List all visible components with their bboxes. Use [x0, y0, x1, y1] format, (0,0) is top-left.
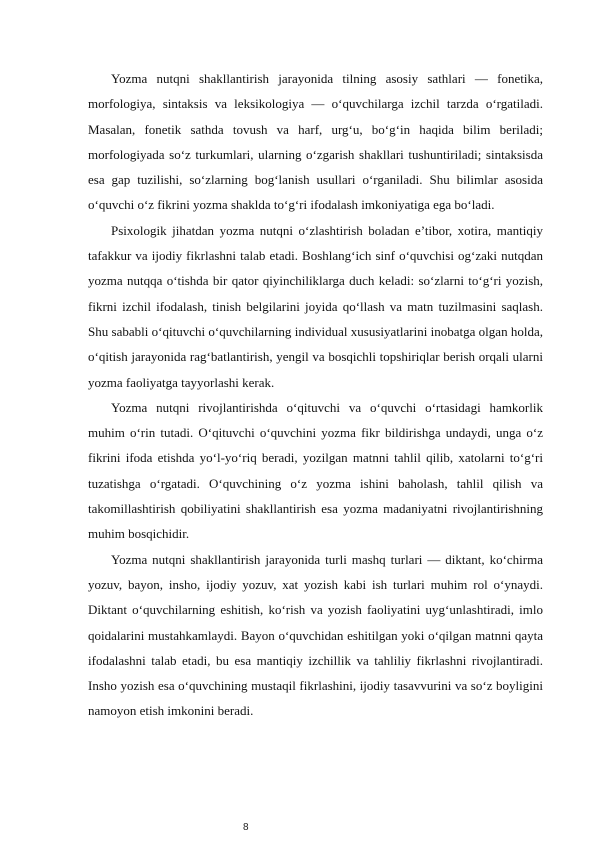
paragraph-exercise-types: Yozma nutqni shakllantirish jarayonida turli mashq turlari — diktant, ko‘chirma yozuv, bayon, insho, ijodiy yozuv, xat yozish kabi ish turlari muhim rol o‘ynaydi. Diktant o‘quvchilarning eshitish, ko‘rish va yozish faoliyatini uyg‘unlashtiradi, imlo qoidalarini mustahkamlaydi. Bayon o‘quvchidan eshitilgan yoki o‘qilgan matnni qayta ifodalashni talab etadi, bu esa mantiqiy izchillik va tahliliy fikrlashni rivojlantiradi. Insho yozish esa o‘quvchining mustaqil fikrlashini, ijodiy tasavvurini va so‘z boyligini namoyon etish imkonini beradi.: [88, 551, 543, 719]
page-body: [88, 66, 543, 724]
paragraph-teacher-student-cooperation: Yozma nutqni rivojlantirishda o‘qituvchi va o‘quvchi o‘rtasidagi hamkorlik muhim o‘rin tutadi. O‘qituvchi o‘quvchini yozma fikr bildirishga undaydi, unga o‘z fikrini ifoda etishda yo‘l-yo‘riq beradi, yozilgan matnni tahlil qilib, xatolarni to‘g‘ri tuzatishga o‘rgatadi. O‘quvchining o‘z yozma ishini baholash, tahlil qilish va takomillashtirish qobiliyatini shakllantirish esa yozma madaniyatni rivojlantirishning muhim bosqichidir.: [88, 399, 543, 542]
paragraph-psychological-aspect: Psixologik jihatdan yozma nutqni o‘zlashtirish boladan e’tibor, xotira, mantiqiy tafakkur va ijodiy fikrlashni talab etadi. Boshlang‘ich sinf o‘quvchisi og‘zaki nutqdan yozma nutqqa o‘tishda bir qator qiyinchiliklarga duch keladi: so‘zlarni to‘g‘ri yozish, fikrni izchil ifodalash, tinish belgilarini joyida qo‘llash va matn tuzilmasini saqlash. Shu sababli o‘qituvchi o‘quvchilarning individual xususiyatlarini inobatga olgan holda, o‘qitish jarayonida rag‘batlantirish, yengil va bosqichli topshiriqlar berish orqali ularni yozma faoliyatga tayyorlashi kerak.: [88, 222, 543, 390]
page-number: 8: [243, 822, 249, 833]
paragraph-language-levels: Yozma nutqni shakllantirish jarayonida tilning asosiy sathlari — fonetika, morfologiya, sintaksis va leksikologiya — o‘quvchilarga izchil tarzda o‘rgatiladi. Masalan, fonetik sathda tovush va harf, urg‘u, bo‘g‘in haqida bilim beriladi; morfologiyada so‘z turkumlari, ularning o‘zgarish shakllari tushuntiriladi; sintaksisda esa gap tuzilishi, so‘zlarning bog‘lanish usullari o‘rganiladi. Shu bilimlar asosida o‘quvchi o‘z fikrini yozma shaklda to‘g‘ri ifodalash imkoniyatiga ega bo‘ladi.: [88, 71, 543, 213]
